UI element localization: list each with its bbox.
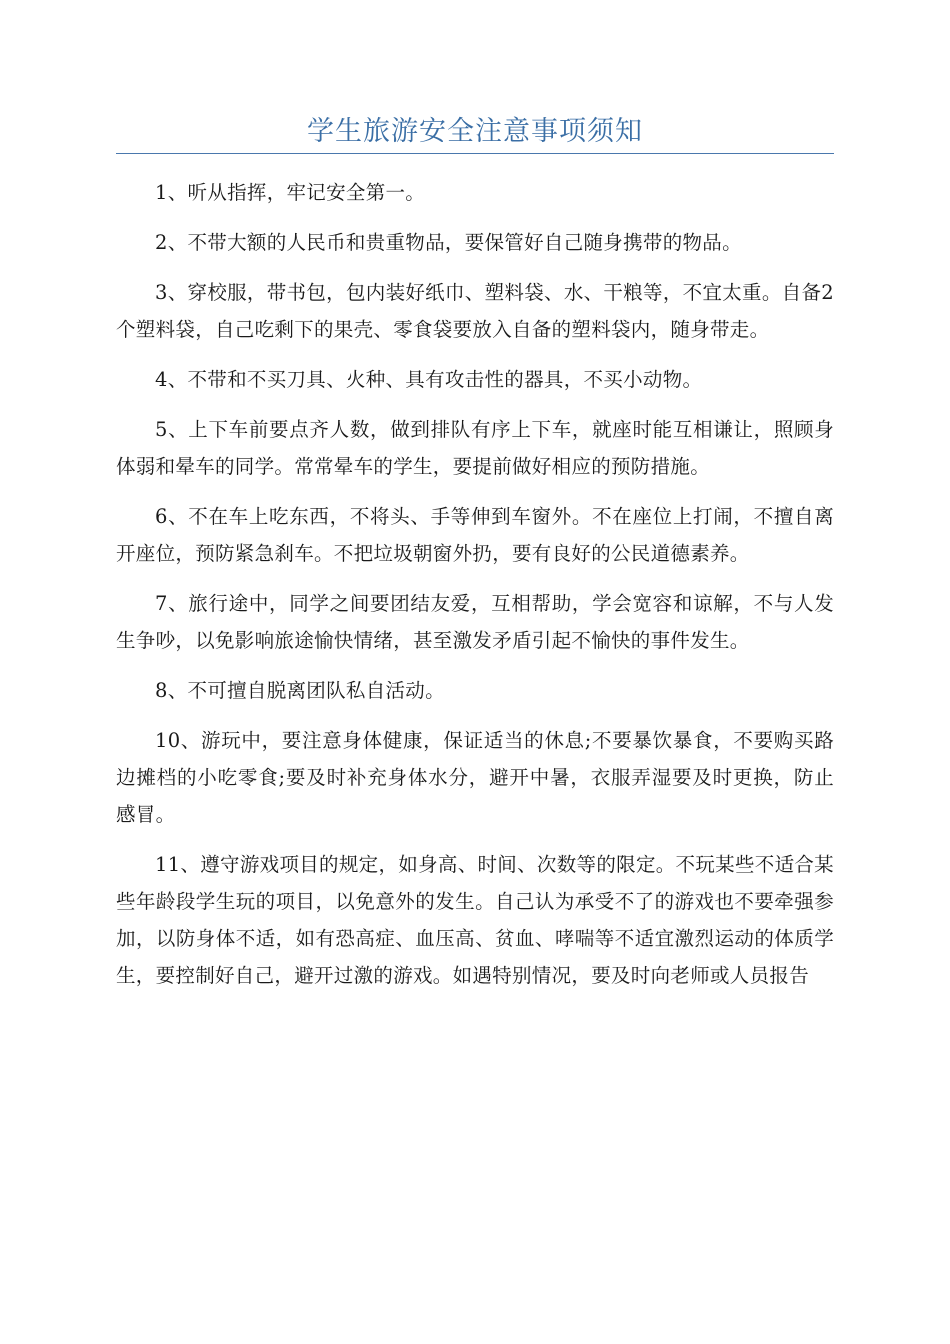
- paragraph-1: 1、听从指挥，牢记安全第一。: [155, 181, 426, 204]
- document-body: [116, 174, 834, 1007]
- document-title: 学生旅游安全注意事项须知: [307, 116, 643, 147]
- paragraph-7: 7、旅行途中，同学之间要团结友爱，互相帮助，学会宽容和谅解，不与人发生争吵，以免影响旅途愉快情绪，甚至激发矛盾引起不愉快的事件发生。: [116, 592, 834, 652]
- paragraph-3: 3、穿校服，带书包，包内装好纸巾、塑料袋、水、干粮等，不宜太重。自备2个塑料袋，自己吃剩下的果壳、零食袋要放入自备的塑料袋内，随身带走。: [116, 281, 834, 341]
- title-underline: [116, 153, 834, 154]
- paragraph-11: 11、遵守游戏项目的规定，如身高、时间、次数等的限定。不玩某些不适合某些年龄段学生玩的项目，以免意外的发生。自己认为承受不了的游戏也不要牵强参加，以防身体不适，如有恐高症、血压高、贫血、哮喘等不适宜激烈运动的体质学生，要控制好自己，避开过激的游戏。如遇特别情况，要及时向老师或人员报告: [116, 853, 834, 987]
- paragraph-10: 10、游玩中，要注意身体健康，保证适当的休息;不要暴饮暴食，不要购买路边摊档的小吃零食;要及时补充身体水分，避开中暑，衣服弄湿要及时更换，防止感冒。: [116, 729, 834, 826]
- paragraph-6: 6、不在车上吃东西，不将头、手等伸到车窗外。不在座位上打闹，不擅自离开座位，预防紧急刹车。不把垃圾朝窗外扔，要有良好的公民道德素养。: [116, 505, 834, 565]
- paragraph-2: 2、不带大额的人民币和贵重物品，要保管好自己随身携带的物品。: [155, 231, 742, 254]
- paragraph-8: 8、不可擅自脱离团队私自活动。: [155, 679, 445, 702]
- paragraph-4: 4、不带和不买刀具、火种、具有攻击性的器具，不买小动物。: [155, 368, 703, 391]
- paragraph-5: 5、上下车前要点齐人数，做到排队有序上下车，就座时能互相谦让，照顾身体弱和晕车的同学。常常晕车的学生，要提前做好相应的预防措施。: [116, 418, 834, 478]
